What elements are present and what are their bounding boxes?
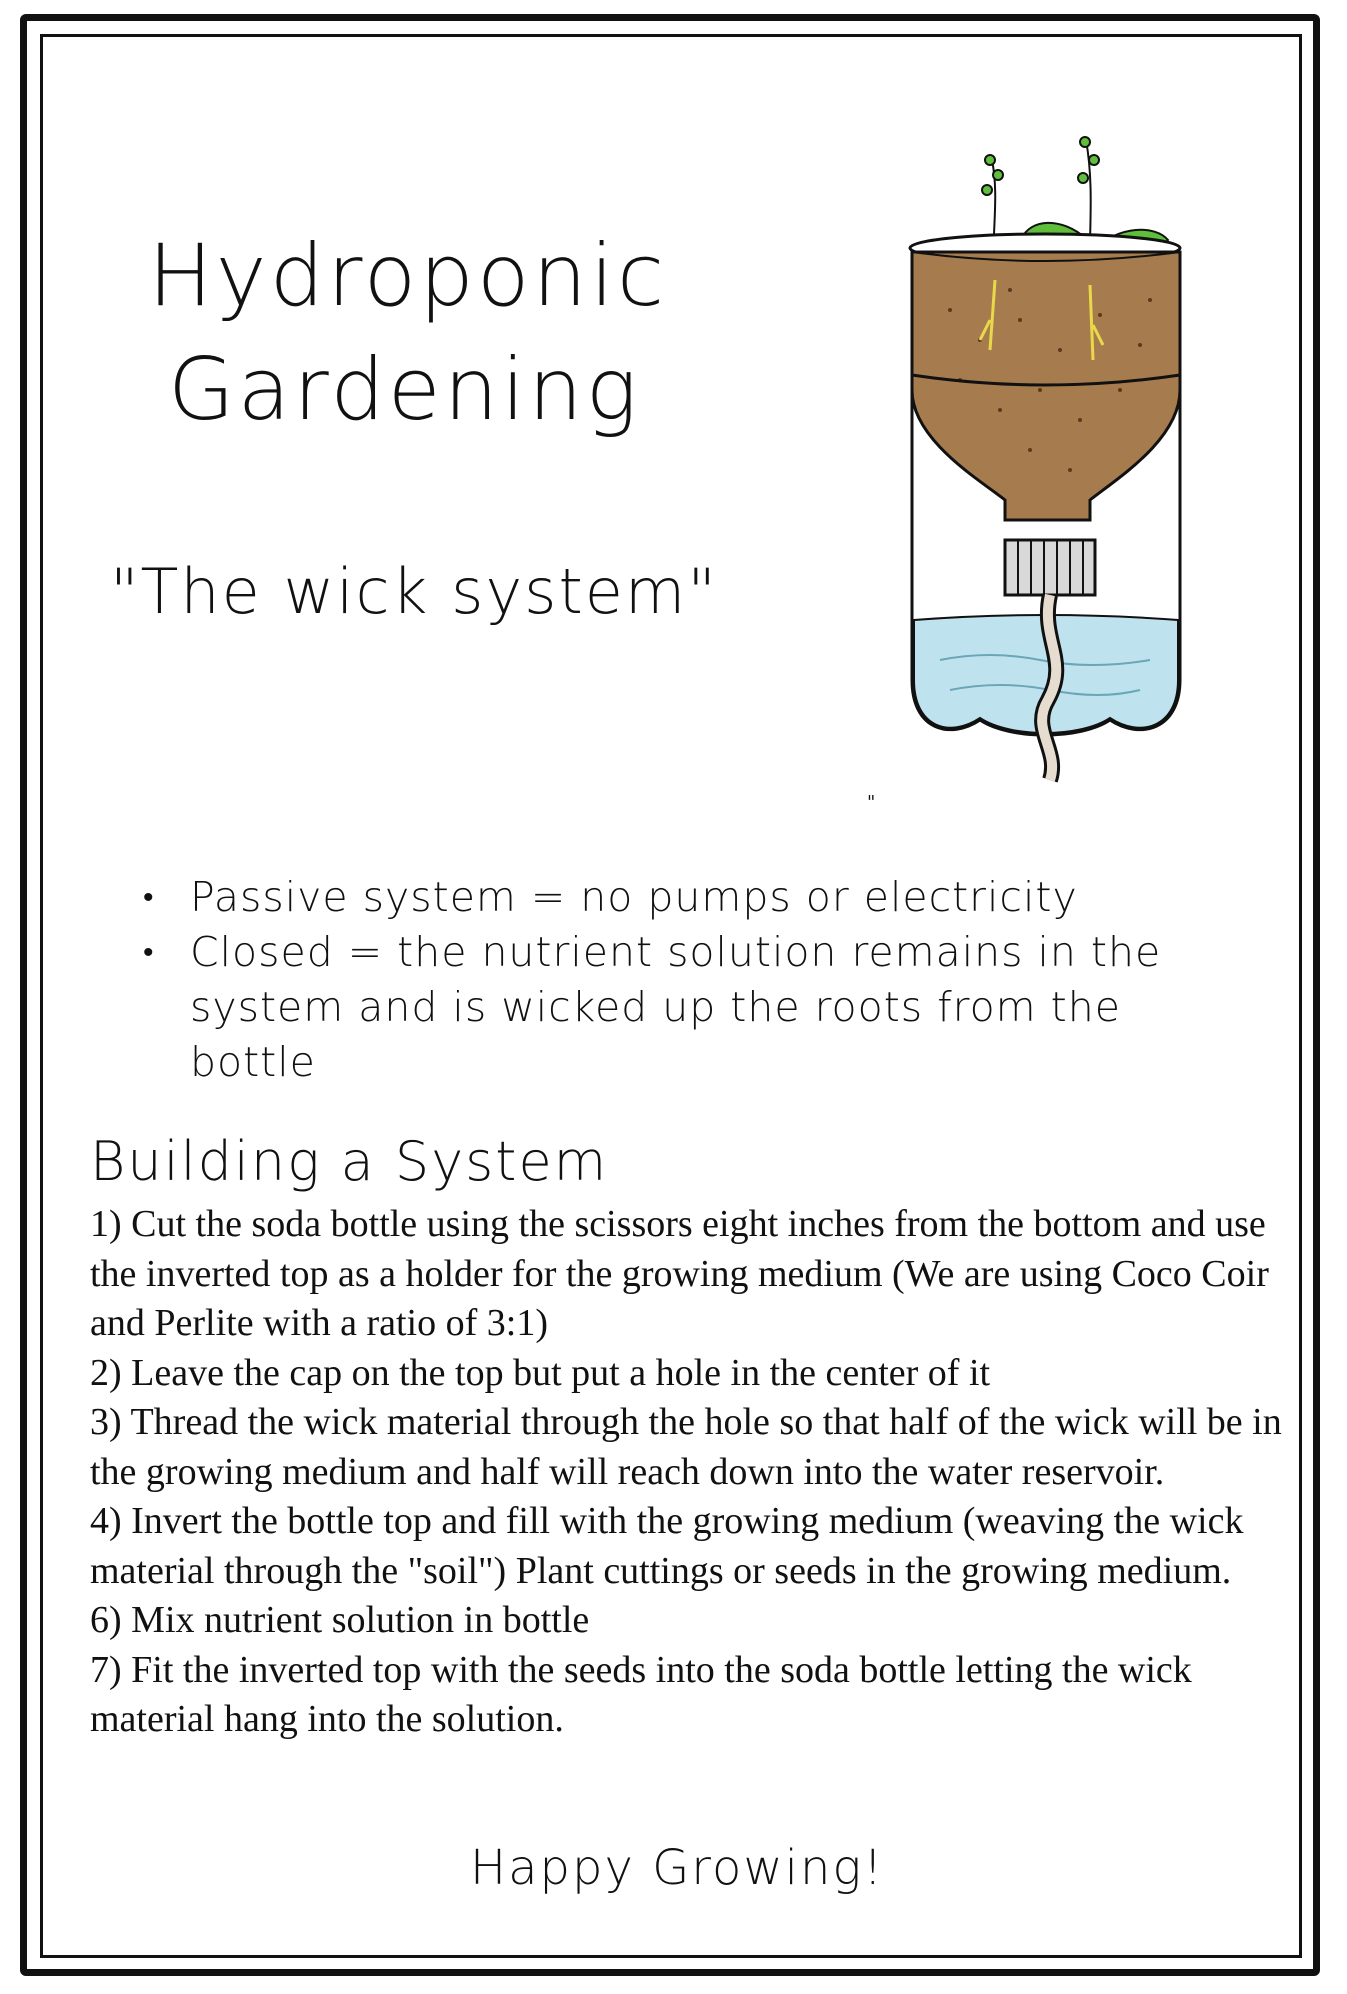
bottle-drawing: [890, 120, 1190, 800]
bullet-dot-icon: •: [143, 935, 155, 970]
step-text: 4) Invert the bottle top and fill with the growing medium (weaving the wick material through the "soil") Plant cuttings or seeds in the growing medium.: [90, 1500, 1244, 1592]
closing-line: Happy Growing!: [470, 1840, 885, 1896]
page-title-line-1: Hydroponic: [148, 226, 668, 326]
step-text: 7) Fit the inverted top with the seeds into the soda bottle letting the wick material hang into the solution.: [90, 1648, 1192, 1740]
page-title-line-2: Gardening: [168, 340, 641, 440]
bullet-dot-icon: •: [143, 880, 155, 915]
bullet-text: Passive system = no pumps or electricity: [190, 873, 1078, 921]
page-subtitle: "The wick system": [110, 555, 718, 628]
step-text: 1) Cut the soda bottle using the scissors eight inches from the bottom and use the inverted top as a holder for the growing medium (We are using Coco Coir and Perlite with a ratio of 3:1): [90, 1203, 1269, 1344]
step-text: 3) Thread the wick material through the hole so that half of the wick will be in the growing medium and half will reach down into the water reservoir.: [90, 1401, 1282, 1493]
instruction-steps: [90, 1200, 1290, 1745]
wick-system-bottle-illustration: [890, 120, 1190, 800]
stray-quote-mark: ": [867, 792, 876, 813]
bullet-item: [140, 925, 1240, 1090]
step-text: 6) Mix nutrient solution in bottle: [90, 1599, 590, 1641]
bullet-list: [140, 870, 1240, 1090]
section-heading: Building a System: [90, 1130, 609, 1193]
bullet-text: Closed = the nutrient solution remains in the system and is wicked up the roots from the bottle: [190, 928, 1162, 1086]
bullet-item: [140, 870, 1240, 925]
step-text: 2) Leave the cap on the top but put a hole in the center of it: [90, 1351, 991, 1394]
